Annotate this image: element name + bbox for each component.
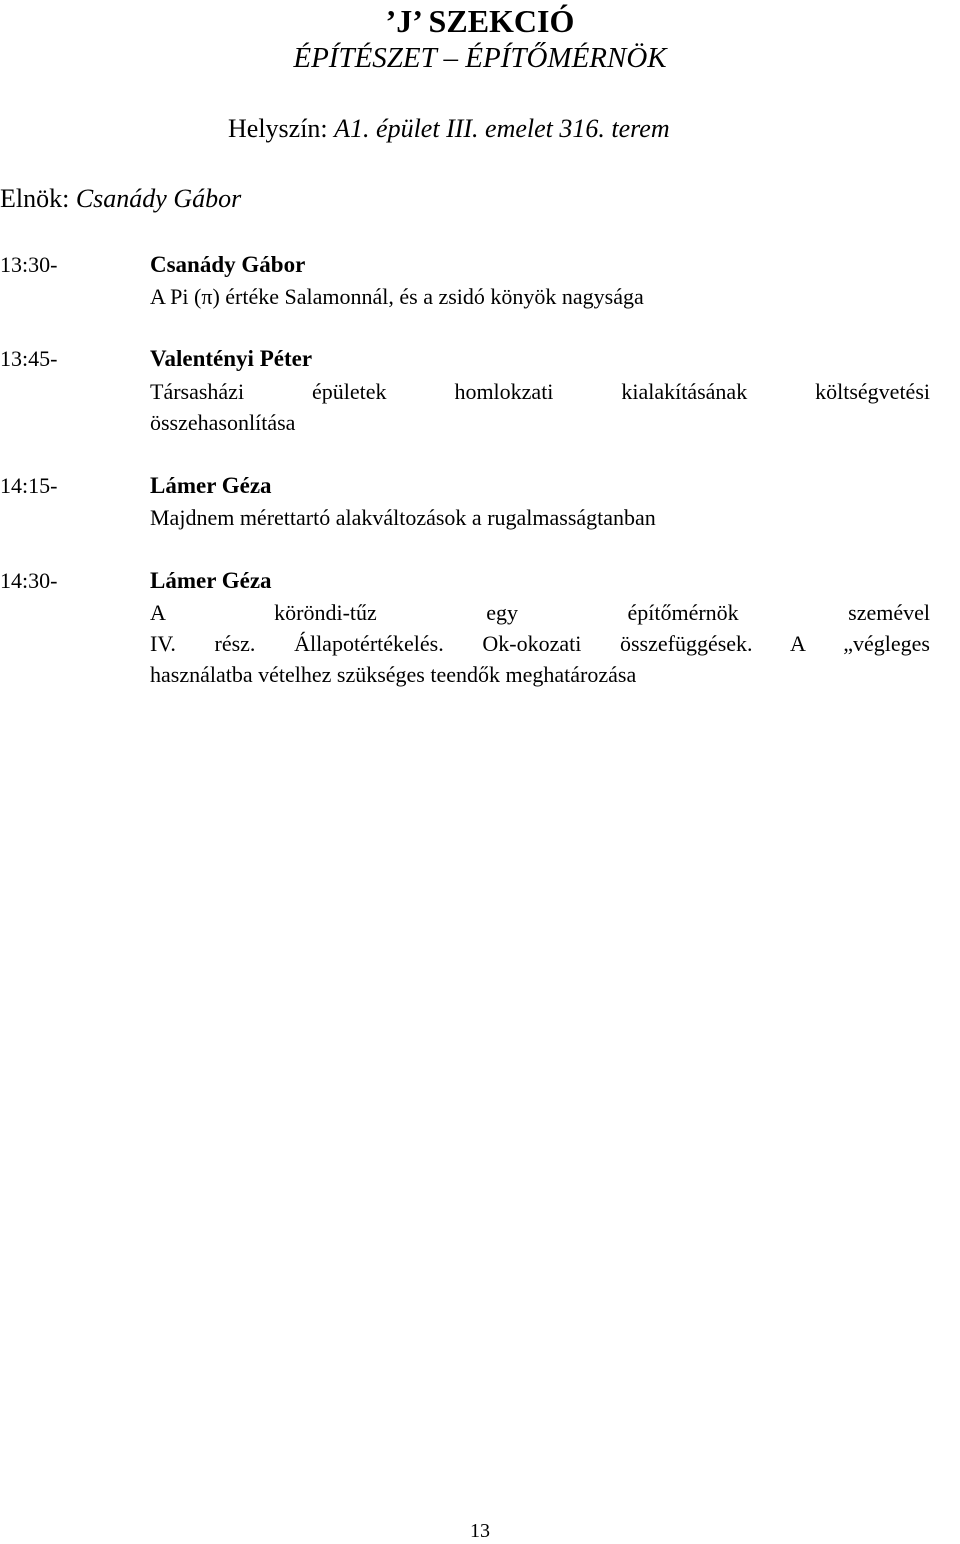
talk-speaker: Csanády Gábor bbox=[150, 252, 306, 277]
section-title: ’J’ SZEKCIÓ bbox=[385, 3, 575, 39]
page-number: 13 bbox=[470, 1520, 490, 1542]
talk-title bbox=[150, 597, 930, 690]
talk-title bbox=[150, 281, 930, 312]
talk-time: 13:30- bbox=[0, 252, 58, 277]
location-label: Helyszín: bbox=[228, 114, 328, 143]
talk-title-line: IV. rész. Állapotértékelés. Ok-okozati összefüggések. A „végleges bbox=[150, 631, 930, 656]
talk-title-line: A Pi (π) értéke Salamonnál, és a zsidó könyök nagysága bbox=[150, 284, 644, 309]
talk-title-line: összehasonlítása bbox=[150, 410, 296, 435]
chair-line bbox=[0, 183, 241, 215]
chair-label: Elnök: bbox=[0, 184, 70, 213]
chair-value: Csanády Gábor bbox=[75, 184, 242, 213]
talk-title-line: A köröndi-tűz egy építőmérnök szemével bbox=[150, 600, 930, 625]
talk-title-line: Majdnem mérettartó alakváltozások a rugalmasságtanban bbox=[150, 505, 656, 530]
talk-title bbox=[150, 376, 930, 438]
talk-time: 14:15- bbox=[0, 473, 58, 498]
talk-time: 13:45- bbox=[0, 346, 58, 371]
section-subtitle: ÉPÍTÉSZET – ÉPÍTŐMÉRNÖK bbox=[293, 42, 667, 74]
location-line bbox=[228, 113, 670, 145]
location-value: A1. épület III. emelet 316. terem bbox=[334, 114, 670, 143]
talk-time: 14:30- bbox=[0, 568, 58, 593]
talk-speaker: Valentényi Péter bbox=[150, 346, 313, 371]
talk-title-line: használatba vételhez szükséges teendők meghatározása bbox=[150, 662, 637, 687]
talk-speaker: Lámer Géza bbox=[150, 473, 272, 498]
talk-title-line: Társasházi épületek homlokzati kialakításának költségvetési bbox=[150, 379, 930, 404]
talk-speaker: Lámer Géza bbox=[150, 568, 272, 593]
talk-title bbox=[150, 502, 930, 533]
